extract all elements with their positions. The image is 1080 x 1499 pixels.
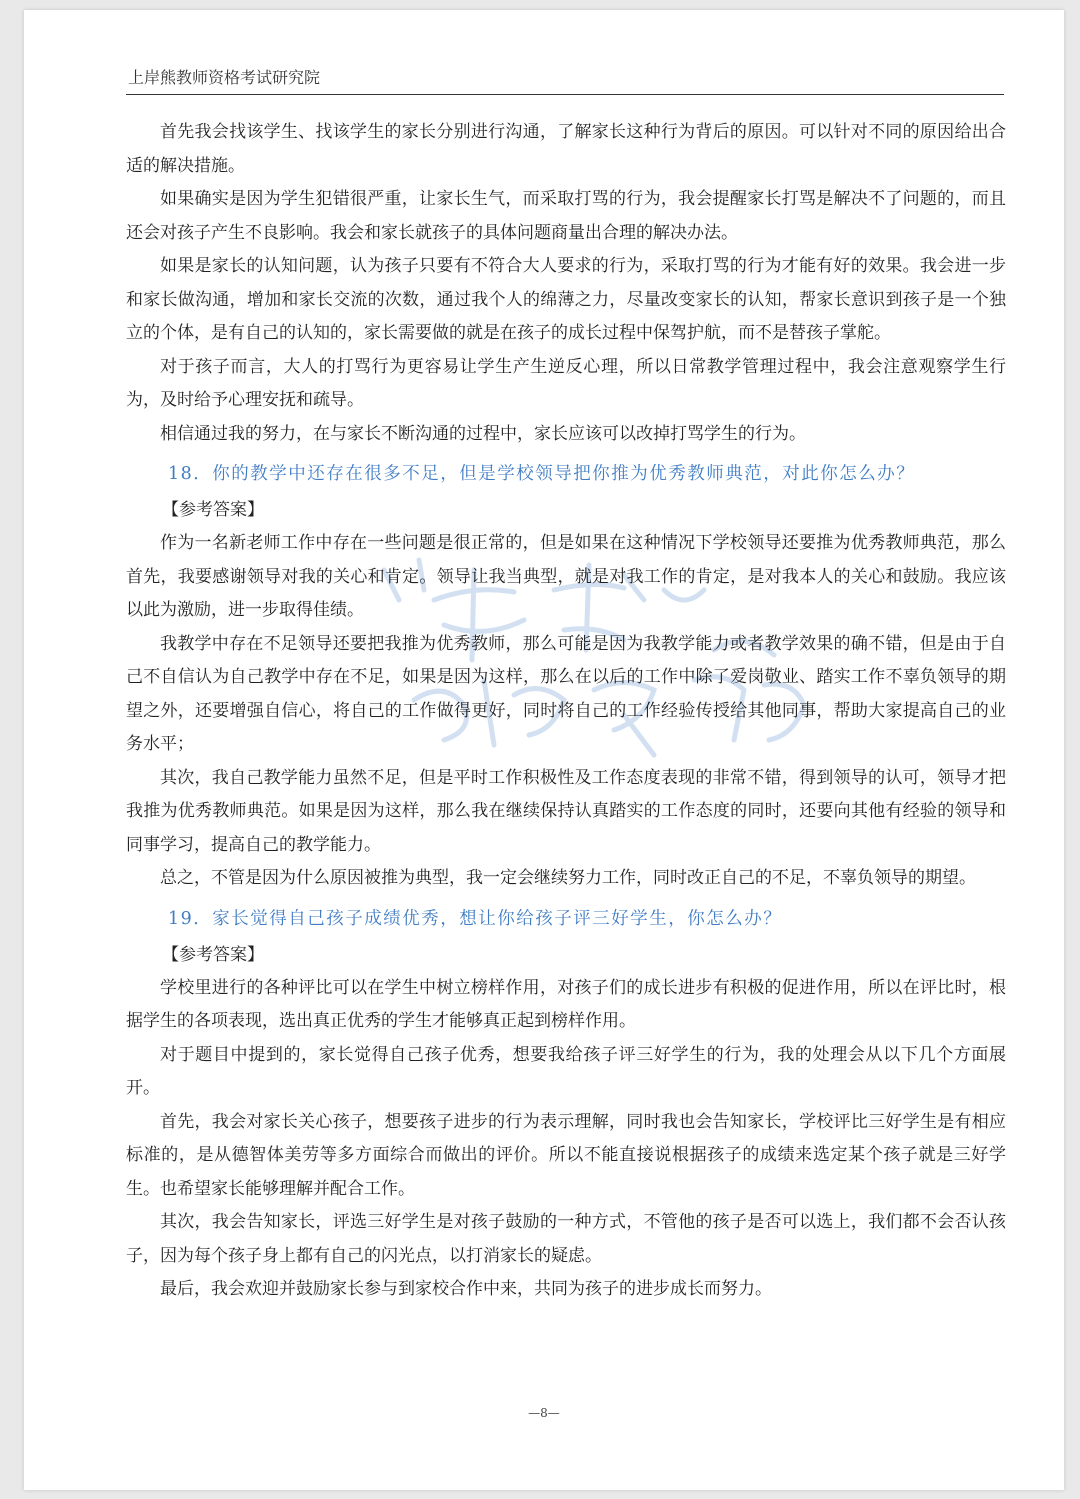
q18-paragraph-4: 总之，不管是因为什么原因被推为典型，我一定会继续努力工作，同时改正自己的不足，不辜负领导的期望。	[160, 868, 976, 888]
q18-paragraph-2: 我教学中存在不足领导还要把我推为优秀教师，那么可能是因为我教学能力或者教学效果的确不错，但是由于自己不自信认为自己教学中存在不足，如果是因为这样，那么在以后的工作中除了爱岗敬业、踏实工作不辜负领导的期望之外，还要增强自信心，将自己的工作做得更好，同时将自己的工作经验传授给其他同事，帮助大家提高自己的业务水平；	[126, 633, 1006, 754]
question-19-heading: 19．家长觉得自己孩子成绩优秀，想让你给孩子评三好学生，你怎么办？	[168, 908, 783, 929]
main-content	[126, 116, 1006, 1307]
document-page	[24, 10, 1064, 1490]
q19-answer-label: 【参考答案】	[162, 944, 264, 965]
q17-paragraph-4: 对于孩子而言，大人的打骂行为更容易让学生产生逆反心理，所以日常教学管理过程中，我会注意观察学生行为，及时给予心理安抚和疏导。	[126, 356, 1006, 410]
page-header	[126, 64, 1004, 95]
question-18-heading: 18．你的教学中还存在很多不足，但是学校领导把你推为优秀教师典范，对此你怎么办？	[168, 464, 916, 484]
header-title: 上岸熊教师资格考试研究院	[128, 68, 321, 87]
q19-paragraph-4: 其次，我会告知家长，评选三好学生是对孩子鼓励的一种方式，不管他的孩子是否可以选上，我们都不会否认孩子，因为每个孩子身上都有自己的闪光点，以打消家长的疑虑。	[126, 1212, 1006, 1266]
page-number: —8—	[528, 1406, 560, 1420]
q17-paragraph-3: 如果是家长的认知问题，认为孩子只要有不符合大人要求的行为，采取打骂的行为才能有好的效果。我会进一步和家长做沟通，增加和家长交流的次数，通过我个人的绵薄之力，尽量改变家长的认知，帮家长意识到孩子是一个独立的个体，是有自己的认知的，家长需要做的就是在孩子的成长过程中保驾护航，而不是替孩子掌舵。	[126, 256, 1006, 343]
q19-paragraph-2: 对于题目中提到的，家长觉得自己孩子优秀，想要我给孩子评三好学生的行为，我的处理会从以下几个方面展开。	[126, 1044, 1006, 1098]
q17-paragraph-1: 首先我会找该学生、找该学生的家长分别进行沟通，了解家长这种行为背后的原因。可以针对不同的原因给出合适的解决措施。	[126, 122, 1006, 176]
q18-paragraph-1: 作为一名新老师工作中存在一些问题是很正常的，但是如果在这种情况下学校领导还要推为优秀教师典范，那么首先，我要感谢领导对我的关心和肯定。领导让我当典型，就是对我工作的肯定，是对我本人的关心和鼓励。我应该以此为激励，进一步取得佳绩。	[126, 533, 1006, 620]
q19-paragraph-5: 最后，我会欢迎并鼓励家长参与到家校合作中来，共同为孩子的进步成长而努力。	[160, 1279, 772, 1299]
q17-paragraph-5: 相信通过我的努力，在与家长不断沟通的过程中，家长应该可以改掉打骂学生的行为。	[160, 423, 806, 444]
q18-answer-label: 【参考答案】	[162, 500, 264, 520]
q19-paragraph-3: 首先，我会对家长关心孩子，想要孩子进步的行为表示理解，同时我也会告知家长，学校评比三好学生是有相应标准的，是从德智体美劳等多方面综合而做出的评价。所以不能直接说根据孩子的成绩来选定某个孩子就是三好学生。也希望家长能够理解并配合工作。	[126, 1111, 1006, 1199]
q17-paragraph-2: 如果确实是因为学生犯错很严重，让家长生气，而采取打骂的行为，我会提醒家长打骂是解决不了问题的，而且还会对孩子产生不良影响。我会和家长就孩子的具体问题商量出合理的解决办法。	[126, 189, 1006, 243]
q18-paragraph-3: 其次，我自己教学能力虽然不足，但是平时工作积极性及工作态度表现的非常不错，得到领导的认可，领导才把我推为优秀教师典范。如果是因为这样，那么我在继续保持认真踏实的工作态度的同时，还要向其他有经验的领导和同事学习，提高自己的教学能力。	[126, 767, 1006, 855]
q19-paragraph-1: 学校里进行的各种评比可以在学生中树立榜样作用，对孩子们的成长进步有积极的促进作用，所以在评比时，根据学生的各项表现，选出真正优秀的学生才能够真正起到榜样作用。	[126, 977, 1006, 1031]
